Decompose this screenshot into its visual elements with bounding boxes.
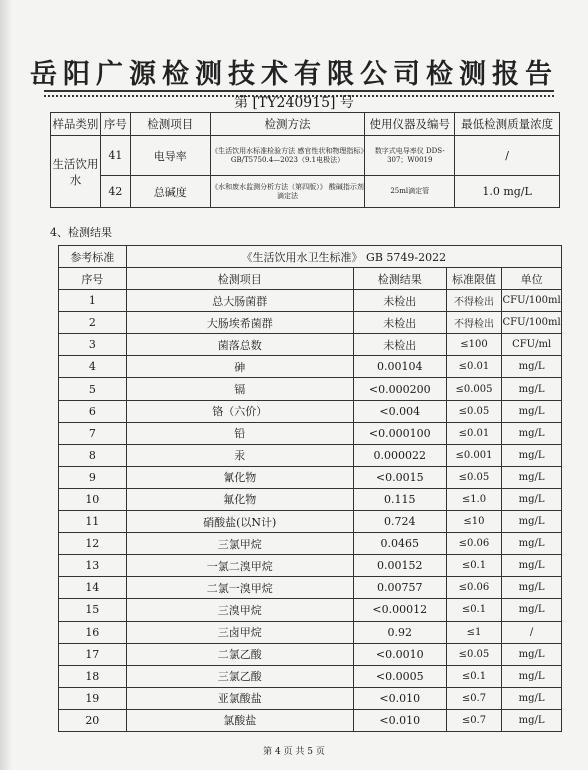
table-row	[59, 378, 562, 400]
result-unit-cell: mg/L	[502, 577, 562, 599]
results-body	[59, 290, 562, 732]
report-number: 第 [TY240915] 号	[234, 95, 354, 111]
result-no-cell: 6	[59, 400, 127, 422]
result-no-cell: 20	[59, 709, 127, 731]
methods-header-cell: 最低检测质量浓度	[455, 113, 560, 136]
result-item-cell: 氰化物	[126, 466, 353, 488]
report-title: 岳阳广源检测技术有限公司检测报告	[30, 59, 558, 90]
method-instrument: 数字式电导率仪 DDS-307；W0019	[365, 136, 455, 176]
result-unit-cell: mg/L	[502, 599, 562, 621]
result-limit-cell: ≤0.005	[446, 378, 502, 400]
table-row	[59, 621, 562, 643]
result-unit-cell: CFU/ml	[502, 334, 562, 356]
result-result-cell: 0.0465	[353, 533, 446, 555]
table-row	[59, 488, 562, 510]
result-result-cell: <0.000200	[353, 378, 446, 400]
result-unit-cell: mg/L	[502, 533, 562, 555]
result-no-cell: 19	[59, 687, 127, 709]
result-result-cell: 0.00757	[353, 577, 446, 599]
result-item-cell: 汞	[126, 444, 353, 466]
table-row	[59, 709, 562, 731]
results-header-cell: 检测项目	[126, 268, 353, 290]
scan-edge-shadow	[0, 0, 12, 770]
result-result-cell: <0.010	[353, 687, 446, 709]
table-row	[59, 290, 562, 312]
results-header-cell: 检测结果	[353, 268, 446, 290]
result-limit-cell: ≤100	[446, 334, 502, 356]
result-unit-cell: mg/L	[502, 378, 562, 400]
result-unit-cell: mg/L	[502, 400, 562, 422]
result-result-cell: <0.000100	[353, 422, 446, 444]
result-result-cell: 0.115	[353, 488, 446, 510]
result-limit-cell: 不得检出	[446, 290, 502, 312]
result-no-cell: 5	[59, 378, 127, 400]
result-no-cell: 4	[59, 356, 127, 378]
methods-header-cell: 检测项目	[130, 113, 210, 136]
method-text: 《生活饮用水标准检验方法 感官性状和物理指标》GB/T5750.4—2023（9.1电极法）	[210, 136, 365, 176]
result-unit-cell: mg/L	[502, 643, 562, 665]
result-limit-cell: ≤0.001	[446, 444, 502, 466]
result-limit-cell: ≤0.05	[446, 643, 502, 665]
result-unit-cell: CFU/100ml	[502, 290, 562, 312]
result-unit-cell: CFU/100ml	[502, 312, 562, 334]
result-item-cell: 铅	[126, 422, 353, 444]
result-result-cell: <0.0015	[353, 466, 446, 488]
result-no-cell: 2	[59, 312, 127, 334]
result-result-cell: 未检出	[353, 334, 446, 356]
result-item-cell: 二氯一溴甲烷	[126, 577, 353, 599]
result-item-cell: 氯酸盐	[126, 709, 353, 731]
result-limit-cell: ≤0.1	[446, 555, 502, 577]
table-row	[59, 599, 562, 621]
result-item-cell: 菌落总数	[126, 334, 353, 356]
table-row	[59, 334, 562, 356]
result-limit-cell: ≤0.05	[446, 466, 502, 488]
result-result-cell: 0.00152	[353, 555, 446, 577]
standard-label: 参考标准	[59, 246, 127, 268]
results-table	[58, 245, 562, 732]
result-no-cell: 13	[59, 555, 127, 577]
result-unit-cell: mg/L	[502, 488, 562, 510]
result-no-cell: 10	[59, 488, 127, 510]
methods-table	[50, 112, 560, 208]
result-limit-cell: ≤0.1	[446, 599, 502, 621]
result-result-cell: <0.00012	[353, 599, 446, 621]
table-row	[59, 555, 562, 577]
result-item-cell: 二氯乙酸	[126, 643, 353, 665]
methods-row	[51, 136, 560, 176]
result-limit-cell: ≤0.1	[446, 665, 502, 687]
result-no-cell: 15	[59, 599, 127, 621]
table-row	[59, 665, 562, 687]
result-item-cell: 铬（六价）	[126, 400, 353, 422]
result-no-cell: 17	[59, 643, 127, 665]
methods-header-cell: 序号	[100, 113, 130, 136]
standard-row	[59, 246, 562, 268]
result-limit-cell: ≤0.01	[446, 422, 502, 444]
method-no: 41	[100, 136, 130, 176]
result-unit-cell: /	[502, 621, 562, 643]
result-unit-cell: mg/L	[502, 665, 562, 687]
result-unit-cell: mg/L	[502, 709, 562, 731]
result-no-cell: 12	[59, 533, 127, 555]
result-no-cell: 3	[59, 334, 127, 356]
result-result-cell: 0.92	[353, 621, 446, 643]
result-item-cell: 硝酸盐(以N计)	[126, 511, 353, 533]
table-row	[59, 533, 562, 555]
results-header-cell: 序号	[59, 268, 127, 290]
result-unit-cell: mg/L	[502, 466, 562, 488]
result-unit-cell: mg/L	[502, 511, 562, 533]
method-instrument: 25ml滴定管	[365, 176, 455, 208]
table-row	[59, 356, 562, 378]
result-result-cell: 未检出	[353, 312, 446, 334]
methods-header-cell: 检测方法	[210, 113, 365, 136]
page-footer: 第 4 页 共 5 页	[263, 747, 325, 757]
result-result-cell: <0.0010	[353, 643, 446, 665]
result-result-cell: 未检出	[353, 290, 446, 312]
result-limit-cell: ≤1.0	[446, 488, 502, 510]
result-result-cell: 0.000022	[353, 444, 446, 466]
result-unit-cell: mg/L	[502, 555, 562, 577]
result-no-cell: 8	[59, 444, 127, 466]
table-row	[59, 312, 562, 334]
method-no: 42	[100, 176, 130, 208]
result-limit-cell: 不得检出	[446, 312, 502, 334]
result-item-cell: 三溴甲烷	[126, 599, 353, 621]
result-result-cell: 0.724	[353, 511, 446, 533]
result-result-cell: <0.004	[353, 400, 446, 422]
sample-category: 生活饮用水	[51, 136, 101, 208]
result-unit-cell: mg/L	[502, 444, 562, 466]
result-limit-cell: ≤1	[446, 621, 502, 643]
result-no-cell: 9	[59, 466, 127, 488]
methods-header-cell: 使用仪器及编号	[365, 113, 455, 136]
results-header-cell: 单位	[502, 268, 562, 290]
standard-value: 《生活饮用水卫生标准》 GB 5749-2022	[126, 246, 561, 268]
method-min-conc: /	[455, 136, 560, 176]
result-limit-cell: ≤0.7	[446, 709, 502, 731]
result-item-cell: 一氯二溴甲烷	[126, 555, 353, 577]
result-limit-cell: ≤0.7	[446, 687, 502, 709]
table-row	[59, 444, 562, 466]
result-limit-cell: ≤0.06	[446, 533, 502, 555]
method-item: 电导率	[130, 136, 210, 176]
result-item-cell: 砷	[126, 356, 353, 378]
results-header-row	[59, 268, 562, 290]
result-unit-cell: mg/L	[502, 356, 562, 378]
result-result-cell: <0.0005	[353, 665, 446, 687]
table-row	[59, 422, 562, 444]
result-item-cell: 三氯乙酸	[126, 665, 353, 687]
result-item-cell: 大肠埃希菌群	[126, 312, 353, 334]
result-item-cell: 氟化物	[126, 488, 353, 510]
table-row	[59, 466, 562, 488]
table-row	[59, 400, 562, 422]
result-result-cell: 0.00104	[353, 356, 446, 378]
result-item-cell: 总大肠菌群	[126, 290, 353, 312]
result-item-cell: 三氯甲烷	[126, 533, 353, 555]
result-limit-cell: ≤0.06	[446, 577, 502, 599]
section-heading: 4、检测结果	[50, 226, 112, 239]
result-no-cell: 16	[59, 621, 127, 643]
methods-header-cell: 样品类别	[51, 113, 101, 136]
table-row	[59, 577, 562, 599]
result-limit-cell: ≤10	[446, 511, 502, 533]
result-item-cell: 镉	[126, 378, 353, 400]
method-item: 总碱度	[130, 176, 210, 208]
result-no-cell: 14	[59, 577, 127, 599]
result-result-cell: <0.010	[353, 709, 446, 731]
result-no-cell: 7	[59, 422, 127, 444]
table-row	[59, 687, 562, 709]
methods-header-row	[51, 113, 560, 136]
result-unit-cell: mg/L	[502, 422, 562, 444]
result-item-cell: 亚氯酸盐	[126, 687, 353, 709]
result-no-cell: 18	[59, 665, 127, 687]
table-row	[59, 511, 562, 533]
methods-row	[51, 176, 560, 208]
results-header-cell: 标准限值	[446, 268, 502, 290]
method-min-conc: 1.0 mg/L	[455, 176, 560, 208]
result-limit-cell: ≤0.05	[446, 400, 502, 422]
result-no-cell: 1	[59, 290, 127, 312]
result-limit-cell: ≤0.01	[446, 356, 502, 378]
result-item-cell: 三卤甲烷	[126, 621, 353, 643]
result-no-cell: 11	[59, 511, 127, 533]
table-row	[59, 643, 562, 665]
result-unit-cell: mg/L	[502, 687, 562, 709]
method-text: 《水和废水监测分析方法（第四版）》 酸碱指示剂滴定法	[210, 176, 365, 208]
